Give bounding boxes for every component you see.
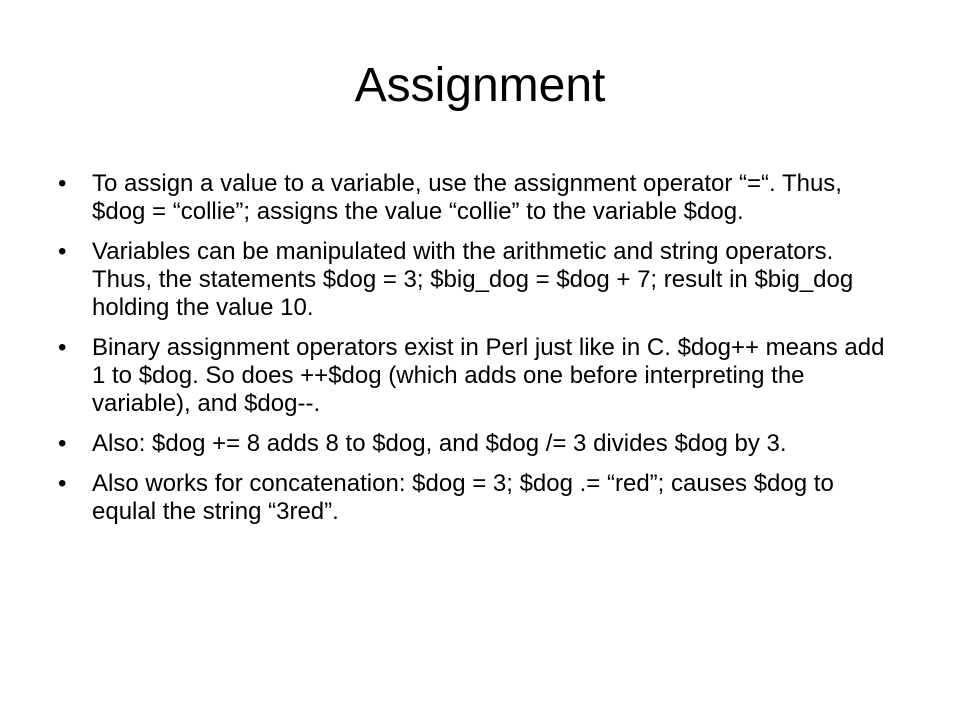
bullet-text: Also works for concatenation: $dog = 3; $dog .= “red”; causes $dog to equlal the string “3red”. <box>92 470 834 525</box>
slide-title: Assignment <box>354 59 606 112</box>
bullet-text: To assign a value to a variable, use the assignment operator “=“. Thus, $dog = “collie”; assigns the value “collie” to the variable $dog. <box>92 170 842 225</box>
bullet-list <box>58 170 888 538</box>
bullet-item <box>58 334 888 418</box>
bullet-item <box>58 170 888 226</box>
bullet-dot-icon: • <box>58 470 67 497</box>
bullet-text: Variables can be manipulated with the arithmetic and string operators. Thus, the statements $dog = 3; $big_dog = $dog + 7; result in $big_dog holding the value 10. <box>92 238 854 321</box>
bullet-item <box>58 430 888 458</box>
bullet-text: Also: $dog += 8 adds 8 to $dog, and $dog /= 3 divides $dog by 3. <box>92 430 787 457</box>
bullet-item <box>58 238 888 322</box>
bullet-item <box>58 470 888 526</box>
bullet-dot-icon: • <box>58 238 67 265</box>
bullet-dot-icon: • <box>58 170 67 197</box>
bullet-dot-icon: • <box>58 430 67 457</box>
bullet-text: Binary assignment operators exist in Perl just like in C. $dog++ means add 1 to $dog. So does ++$dog (which adds one before interpreting the variable), and $dog--. <box>92 334 885 417</box>
bullet-dot-icon: • <box>58 334 67 361</box>
